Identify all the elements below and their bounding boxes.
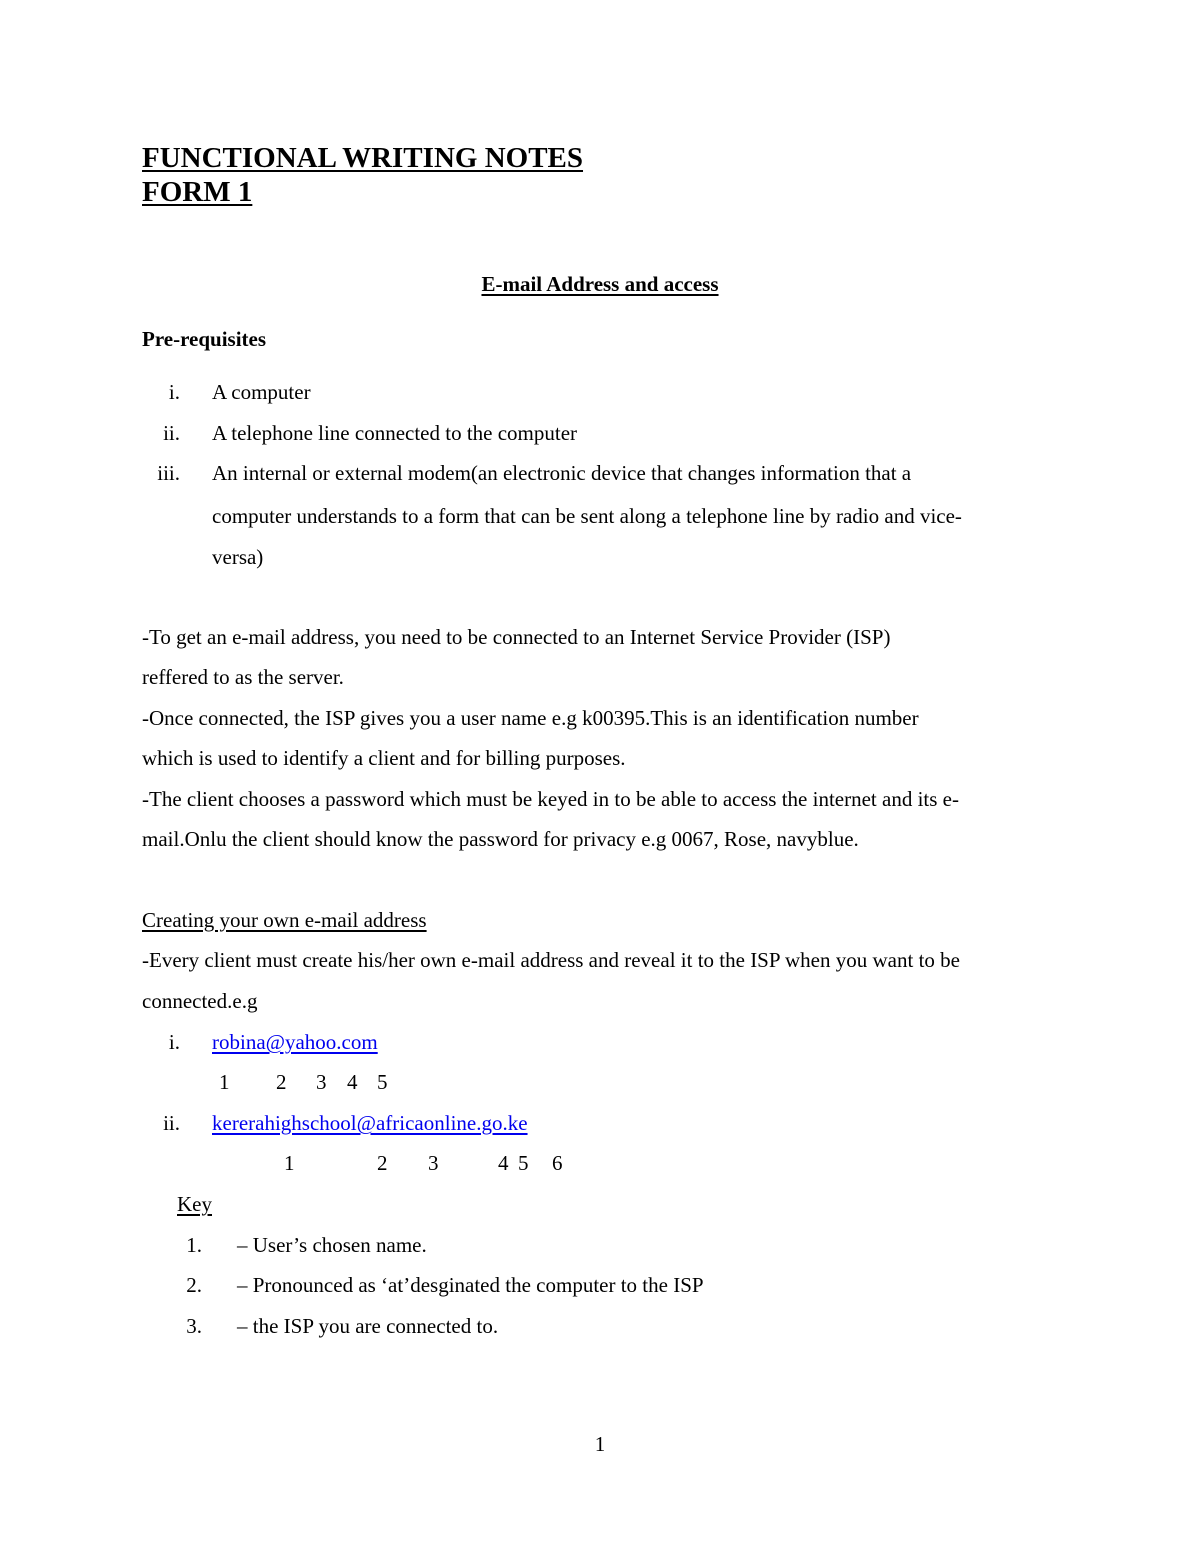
section-heading: E-mail Address and access: [481, 272, 719, 296]
part-number: 5: [518, 1151, 529, 1175]
prereq-item-line: versa): [212, 545, 264, 569]
part-number: 4: [347, 1070, 358, 1094]
key-item: – the ISP you are connected to.: [237, 1314, 499, 1338]
prereq-item-line: An internal or external modem(an electronic device that changes information that a: [212, 461, 912, 485]
part-number: 4: [498, 1151, 509, 1175]
key-num: 1.: [186, 1233, 202, 1257]
prereq-heading: Pre-requisites: [142, 327, 267, 351]
example-num: i.: [168, 1030, 180, 1054]
paragraph-line: reffered to as the server.: [142, 665, 344, 689]
part-number: 3: [428, 1151, 439, 1175]
creating-heading: Creating your own e-mail address: [142, 908, 427, 932]
prereq-item-line: computer understands to a form that can be sent along a telephone line by radio and vice-: [212, 504, 962, 528]
document-title: FUNCTIONAL WRITING NOTES: [142, 142, 584, 174]
key-num: 3.: [186, 1314, 202, 1338]
prereq-num: ii.: [163, 421, 180, 445]
part-number: 1: [284, 1151, 295, 1175]
paragraph-line: -The client chooses a password which must be keyed in to be able to access the internet and its e-: [142, 787, 959, 811]
key-num: 2.: [186, 1273, 202, 1297]
example-email-link[interactable]: kererahighschool@africaonline.go.ke: [212, 1111, 528, 1135]
page-number: 1: [594, 1432, 606, 1456]
creating-line: connected.e.g: [142, 989, 258, 1013]
example-num: ii.: [163, 1111, 180, 1135]
prereq-num: i.: [168, 380, 180, 404]
paragraph-line: -Once connected, the ISP gives you a user name e.g k00395.This is an identification number: [142, 706, 919, 730]
paragraph-line: mail.Onlu the client should know the password for privacy e.g 0067, Rose, navyblue.: [142, 827, 859, 851]
part-number: 1: [219, 1070, 230, 1094]
key-item: – Pronounced as ‘at’desginated the computer to the ISP: [237, 1273, 704, 1297]
key-item: – User’s chosen name.: [237, 1233, 427, 1257]
part-number: 2: [377, 1151, 388, 1175]
paragraph-line: which is used to identify a client and for billing purposes.: [142, 746, 626, 770]
part-number: 5: [377, 1070, 388, 1094]
part-number: 2: [276, 1070, 287, 1094]
paragraph-line: -To get an e-mail address, you need to be connected to an Internet Service Provider (ISP): [142, 625, 891, 649]
prereq-num: iii.: [157, 461, 180, 485]
document-subtitle: FORM 1: [142, 176, 253, 208]
key-heading: Key: [177, 1192, 212, 1216]
part-number: 6: [552, 1151, 563, 1175]
prereq-item: A telephone line connected to the computer: [212, 421, 578, 445]
part-number: 3: [316, 1070, 327, 1094]
creating-line: -Every client must create his/her own e-mail address and reveal it to the ISP when you want to be: [142, 948, 960, 972]
prereq-item: A computer: [212, 380, 311, 404]
example-email-link[interactable]: robina@yahoo.com: [212, 1030, 378, 1054]
